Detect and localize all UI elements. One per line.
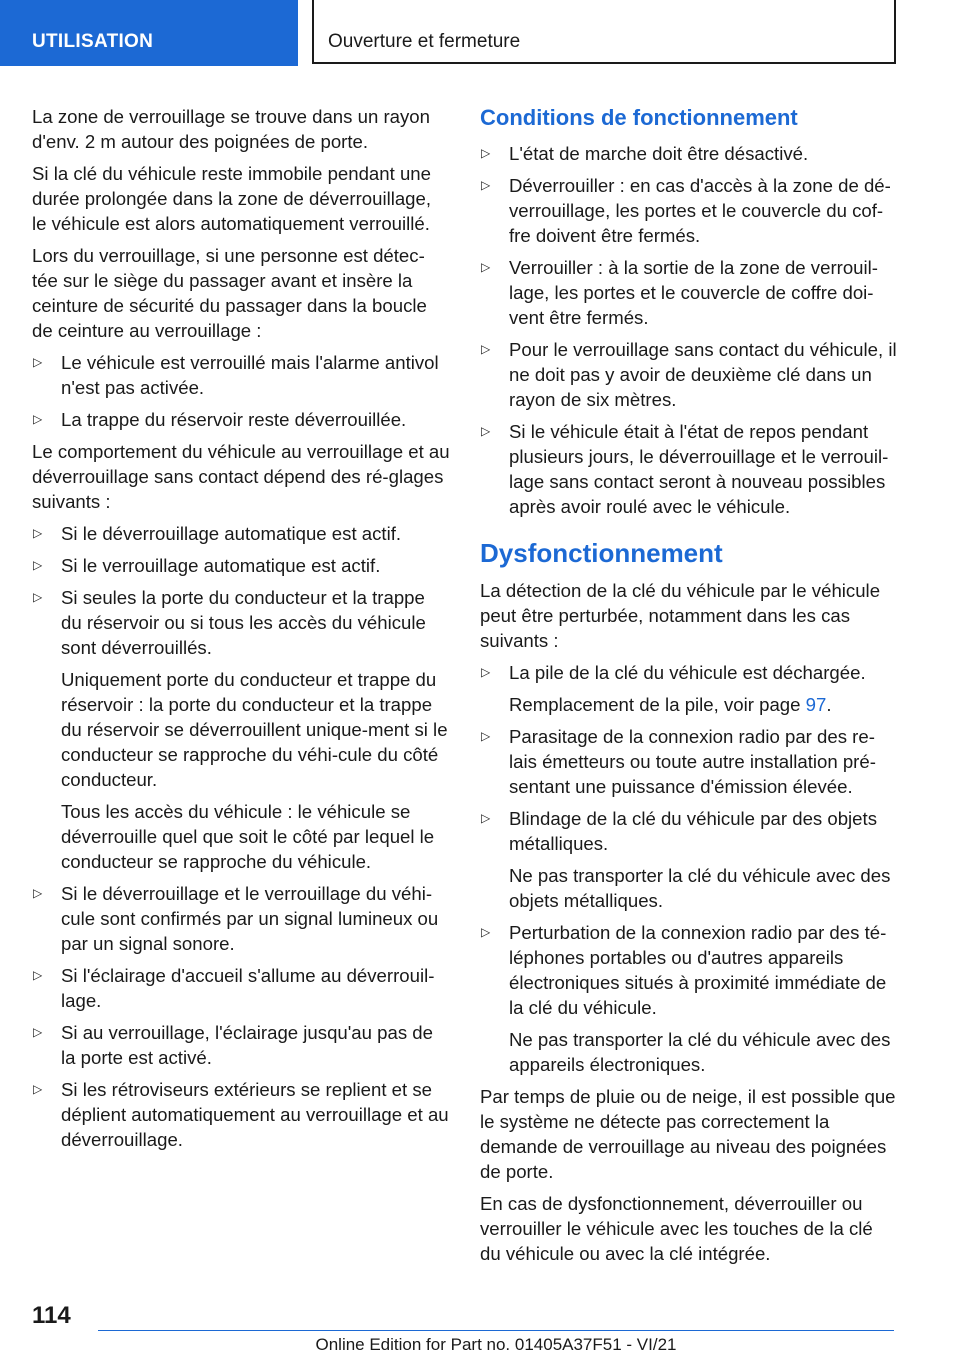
sub-paragraph: Ne pas transporter la clé du véhicule avec des appareils électroniques. — [509, 1029, 891, 1075]
triangle-right-outline-icon: ▷ — [33, 1082, 43, 1096]
list-item: ▷ Le véhicule est verrouillé mais l'alarme antivol n'est pas activée. — [33, 352, 439, 398]
triangle-right-outline-icon: ▷ — [33, 412, 43, 426]
list-item: ▷ Si seules la porte du conducteur et la trappe du réservoir ou si tous les accès du véhicule sont déverrouillés. — [33, 587, 426, 658]
list-item: ▷ Pour le verrouillage sans contact du véhicule, il ne doit pas y avoir de deuxième clé dans un rayon de six mètres. — [481, 339, 897, 410]
section-tab: UTILISATION — [0, 0, 298, 66]
triangle-right-outline-icon: ▷ — [33, 1025, 43, 1039]
list-item: ▷ La pile de la clé du véhicule est déchargée. — [481, 662, 866, 683]
left-column — [32, 104, 450, 1159]
list-item: ▷ Si le déverrouillage et le verrouillage du véhi-cule sont confirmés par un signal lumineux ou par un signal sonore. — [33, 883, 439, 954]
triangle-right-outline-icon: ▷ — [481, 665, 491, 679]
list-item: ▷ Déverrouiller : en cas d'accès à la zone de dé-verrouillage, les portes et le couvercle du cof-fre doivent être fermés. — [481, 175, 891, 246]
paragraph: La détection de la clé du véhicule par le véhicule peut être perturbée, notamment dans les cas suivants : — [480, 580, 881, 651]
paragraph: Le comportement du véhicule au verrouillage et au déverrouillage sans contact dépend des ré-glages suivants : — [32, 441, 450, 512]
list-item: ▷ La trappe du réservoir reste déverrouillée. — [33, 409, 407, 430]
sub-paragraph: Uniquement porte du conducteur et trappe du réservoir : la porte du conducteur et la trappe du réservoir se déverrouillent unique-ment si le conducteur se rapproche du véhi-cule du côté conducteur. — [61, 669, 448, 790]
triangle-right-outline-icon: ▷ — [33, 886, 43, 900]
list-item: ▷ Si l'éclairage d'accueil s'allume au déverrouil-lage. — [33, 965, 435, 1011]
footer-edition: Online Edition for Part no. 01405A37F51 - VI/21 — [315, 1335, 677, 1354]
list-item: ▷ Parasitage de la connexion radio par des re-lais émetteurs ou toute autre installation pré-sentant une puissance d'émission élevée. — [481, 726, 876, 797]
triangle-right-outline-icon: ▷ — [481, 342, 491, 356]
chapter-heading: Dysfonctionnement — [480, 538, 723, 568]
page-number: 114 — [32, 1302, 71, 1329]
paragraph: Par temps de pluie ou de neige, il est possible que le système ne détecte pas correctement la demande de verrouillage au niveau des poignées de porte. — [480, 1086, 896, 1182]
triangle-right-outline-icon: ▷ — [481, 925, 491, 939]
list-item: ▷ Si au verrouillage, l'éclairage jusqu'au pas de la porte est activé. — [33, 1022, 433, 1068]
section-heading: Conditions de fonctionnement — [480, 105, 798, 130]
list-item: ▷ Perturbation de la connexion radio par des té-léphones portables ou d'autres appareils électroniques situés à proximité immédiate de la clé du véhicule. — [481, 922, 887, 1018]
page-link[interactable]: 97 — [805, 694, 827, 715]
list-item: ▷ Blindage de la clé du véhicule par des objets métalliques. — [481, 808, 877, 854]
triangle-right-outline-icon: ▷ — [481, 178, 491, 192]
list-item: ▷ Si les rétroviseurs extérieurs se replient et se déplient automatiquement au verrouillage et au déverrouillage. — [33, 1079, 449, 1150]
triangle-right-outline-icon: ▷ — [481, 811, 491, 825]
footer-divider — [98, 1330, 894, 1331]
paragraph: Lors du verrouillage, si une personne est détec-tée sur le siège du passager avant et insère la ceinture de sécurité du passager dans la boucle de ceinture au verrouillage : — [32, 245, 427, 341]
list-item: ▷ Si le véhicule était à l'état de repos pendant plusieurs jours, le déverrouillage et le verrouil-lage sans contact seront à nouveau possibles après avoir roulé avec le véhicule. — [481, 421, 889, 517]
sub-paragraph: Ne pas transporter la clé du véhicule avec des objets métalliques. — [509, 865, 891, 911]
paragraph: Si la clé du véhicule reste immobile pendant une durée prolongée dans la zone de déverrouillage, le véhicule est alors automatiquement verrouillé. — [32, 163, 432, 234]
triangle-right-outline-icon: ▷ — [481, 729, 491, 743]
triangle-right-outline-icon: ▷ — [33, 355, 43, 369]
triangle-right-outline-icon: ▷ — [33, 526, 43, 540]
list-item: ▷ Si le déverrouillage automatique est actif. — [33, 523, 402, 544]
triangle-right-outline-icon: ▷ — [33, 590, 43, 604]
list-item: ▷ L'état de marche doit être désactivé. — [481, 143, 809, 164]
paragraph: En cas de dysfonctionnement, déverrouiller ou verrouiller le véhicule avec les touches de la clé du véhicule ou avec la clé intégrée. — [480, 1193, 873, 1264]
triangle-right-outline-icon: ▷ — [481, 260, 491, 274]
list-item: ▷ Verrouiller : à la sortie de la zone de verrouil-lage, les portes et le couvercle de coffre doi-vent être fermés. — [481, 257, 878, 328]
triangle-right-outline-icon: ▷ — [481, 146, 491, 160]
paragraph: La zone de verrouillage se trouve dans un rayon d'env. 2 m autour des poignées de porte. — [32, 106, 430, 152]
right-column — [480, 104, 898, 1273]
sub-paragraph: Tous les accès du véhicule : le véhicule se déverrouille quel que soit le côté par lequel le conducteur se rapproche du véhicule. — [61, 801, 435, 872]
triangle-right-outline-icon: ▷ — [33, 968, 43, 982]
sub-paragraph: Remplacement de la pile, voir page 97. — [509, 694, 832, 715]
triangle-right-outline-icon: ▷ — [33, 558, 43, 572]
chapter-title: Ouverture et fermeture — [312, 0, 896, 64]
triangle-right-outline-icon: ▷ — [481, 424, 491, 438]
list-item: ▷ Si le verrouillage automatique est actif. — [33, 555, 381, 576]
